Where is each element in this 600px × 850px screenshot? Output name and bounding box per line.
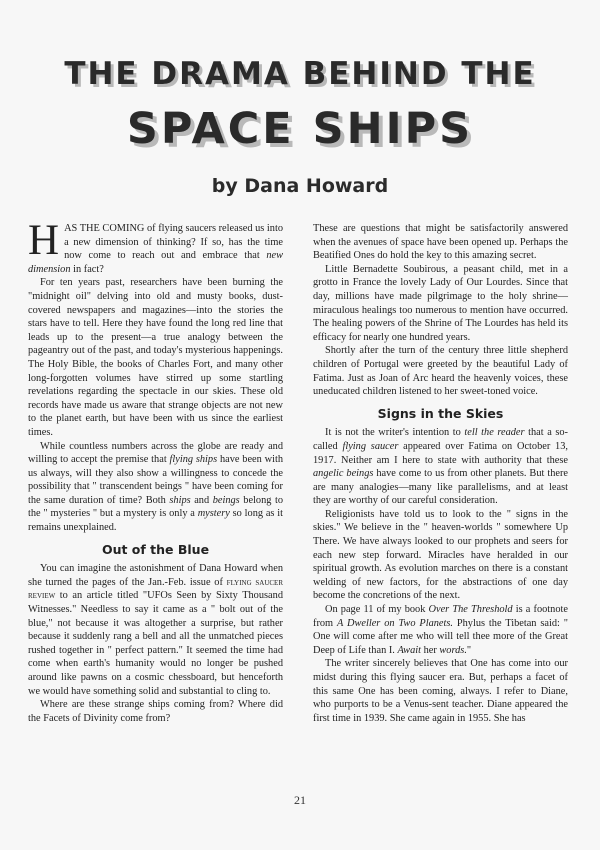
paragraph: While countless numbers across the globe are ready and willing to accept the premise that flying ships have been with us always, will they also show a willingness to concede the possibility that " transcendent beings " have been coming for the same duration of time? Both ships and beings belong to the " mysteries " but a mystery is only a mystery so long as it remains unexplained. (28, 440, 284, 534)
paragraph: For ten years past, researchers have been burning the "midnight oil" delving into old and musty books, dust-covered newspapers and magazines—into the stories the stars have to tell. Here they have found the long red line that leads up to the present—a true analogy between the pageantry out of the past, and today's mysterious happenings. The Holy Bible, the books of Charles Fort, and many other long-forgotten volumes have stirred up some startling revelations regarding the spectacle in our skies. These old records have made us aware that strange objects are not new to the planet earth, but have been with us since the earliest times. (28, 277, 283, 438)
paragraph: Shortly after the turn of the century three little shepherd children of Portugal were greeted by the beautiful Lady of Fatima. Just as Joan of Arc heard the heavenly voices, these uneducated children listened to her sweet-toned voice. (313, 345, 568, 398)
paragraph: It is not the writer's intention to tell the reader that a so-called flying saucer appeared over Fatima on October 13, 1917. Neither am I here to state with authority that these angelic beings have come to us from other planets. But there are many analogies—many like parallelisms, and at least they are worthy of our careful consideration. (313, 427, 568, 507)
magazine-name: flying saucer review (28, 576, 284, 602)
paragraph: The writer sincerely believes that One has come into our midst during this flying saucer era. But, perhaps a facet of this same One has been coming, always. I refer to Diane, who purports to be a Venus-sent teacher. Diane appeared the first time in 1939. She came again in 1955. She has (313, 658, 568, 724)
section-heading: Out of the Blue (101, 541, 210, 557)
article-title-line-1: THE DRAMA BEHIND THE (64, 56, 536, 92)
page-number: 21 (294, 793, 306, 807)
paragraph: These are questions that might be satisfactorily answered when the avenues of space have been opened up. Perhaps the Beatified Ones do hold the key to this amazing secret. (313, 223, 568, 262)
left-column (28, 217, 284, 725)
paragraph: Where are these strange ships coming from? Where did the Facets of Divinity come from? (28, 699, 283, 724)
article-title-line-2: SPACE SHIPS (126, 104, 474, 154)
paragraph: HAS THE COMING of flying saucers released us into a new dimension of thinking? If so, has the time now come to reach out and embrace that new dimension in fact? (28, 217, 284, 275)
article-byline: by Dana Howard (211, 175, 389, 197)
drop-cap: H (28, 217, 60, 264)
paragraph: You can imagine the astonishment of Dana Howard when she turned the pages of the Jan.-Feb. issue of flying saucer review to an article titled "UFOs Seen by Sixty Thousand Witnesses." Needless to say it came as a " bolt out of the blue," not because it was altogether a surprise, but rather because it suddenly rang a bell and all the unmatched pieces rushed together in " perfect pattern." It seemed the time had come when earth's humanity would no longer be pushed around like pawns on a cosmic chessboard, but henceforth we would have something solid and substantial to cling to. (28, 563, 284, 697)
section-heading: Signs in the Skies (377, 405, 504, 421)
paragraph: Religionists have told us to look to the " signs in the skies." We believe in the " heaven-worlds " somewhere Up There. We have always looked to our prophets and seers for each new step forward. Miracles have heralded in our spiritual growth. As evolution marches on there is a constant welding of new factors, for the abstractions of one day become the concretions of the next. (313, 508, 568, 602)
paragraph: On page 11 of my book Over The Threshold is a footnote from A Dweller on Two Planets. Phylus the Tibetan said: " One will come after me who will tell thee more of the Great Deep of Life than I. Await her words." (313, 604, 569, 656)
right-column (313, 222, 568, 725)
paragraph: Little Bernadette Soubirous, a peasant child, met in a grotto in France the lovely Lady of Our Lourdes. Since that day, millions have made pilgrimage to the holy shrine—miraculous healings too numerous to mention have occurred. The healing powers of the Shrine of The Lourdes has held its efficacy for nearly one hundred years. (313, 263, 568, 343)
